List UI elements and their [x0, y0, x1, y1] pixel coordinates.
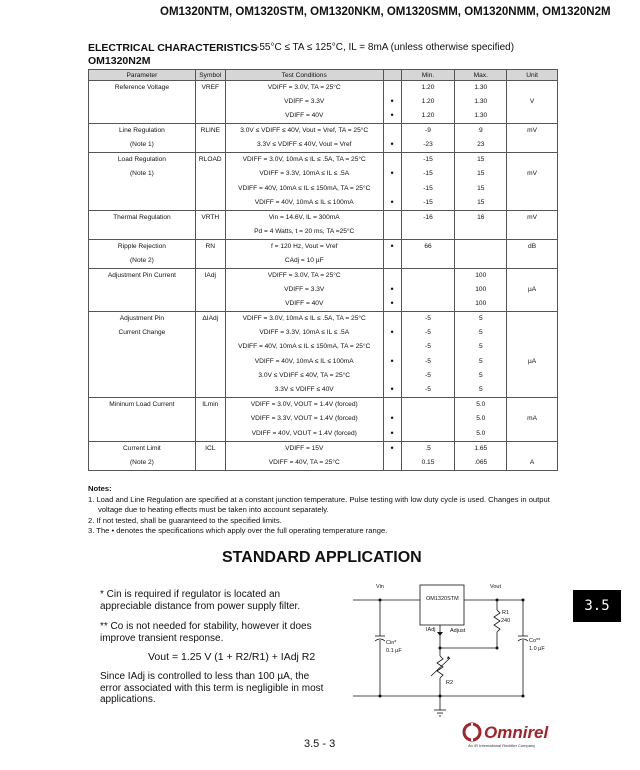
symbol-cell: ΔIAdj — [195, 312, 225, 327]
symbol-cell — [195, 138, 225, 153]
bullet-cell: • — [383, 427, 401, 442]
param-cell — [89, 412, 196, 426]
min-cell — [401, 427, 455, 442]
min-cell: -15 — [401, 167, 455, 181]
table-row — [89, 210, 558, 225]
condition-cell: Pd = 4 Watts, t = 20 ms, TA =25°C — [225, 225, 383, 240]
bullet-cell: • — [383, 109, 401, 124]
table-row — [89, 138, 558, 153]
symbol-cell — [195, 383, 225, 398]
param-cell: Reference Voltage — [89, 81, 196, 96]
symbol-cell — [195, 340, 225, 354]
param-cell: Load Regulation — [89, 153, 196, 168]
condition-cell: VDIFF = 3.3V, 10mA ≤ IL ≤ .5A — [225, 167, 383, 181]
condition-cell: VDIFF = 3.3V — [225, 283, 383, 297]
symbol-cell — [195, 225, 225, 240]
max-cell: 1.30 — [455, 81, 507, 96]
max-cell: 5 — [455, 340, 507, 354]
min-cell — [401, 225, 455, 240]
bullet-cell — [383, 182, 401, 196]
unit-cell — [507, 182, 558, 196]
table-row — [89, 225, 558, 240]
max-cell: 23 — [455, 138, 507, 153]
col-header-unit: Unit — [507, 70, 558, 81]
min-cell — [401, 412, 455, 426]
param-cell: Current Change — [89, 326, 196, 340]
page-header-title: OM1320NTM, OM1320STM, OM1320NKM, OM1320SMM, OM1320NMM, OM1320N2M — [160, 6, 611, 18]
unit-cell — [507, 312, 558, 327]
footnote-iadj: Since IAdj is controlled to less than 100 µA, the error associated with this term is negligible in most applications. — [100, 671, 324, 705]
min-cell: -5 — [401, 340, 455, 354]
param-cell: Adjustment Pin — [89, 312, 196, 327]
unit-cell: A — [507, 456, 558, 471]
table-row — [89, 239, 558, 254]
notes-title: Notes: — [88, 484, 112, 493]
param-cell: Mininum Load Current — [89, 398, 196, 413]
min-cell: -5 — [401, 326, 455, 340]
ec-label-line2: OM1320N2M — [88, 55, 151, 67]
bullet-cell — [383, 456, 401, 471]
table-row — [89, 109, 558, 124]
param-cell: (Note 2) — [89, 254, 196, 269]
param-cell: Line Regulation — [89, 124, 196, 139]
max-cell: 1.65 — [455, 441, 507, 456]
table-row — [89, 283, 558, 297]
unit-cell — [507, 254, 558, 269]
param-cell — [89, 355, 196, 369]
r1-value: 240 — [501, 618, 511, 624]
condition-cell: VDIFF = 3.3V, VOUT = 1.4V (forced) — [225, 412, 383, 426]
min-cell: -16 — [401, 210, 455, 225]
max-cell: 16 — [455, 210, 507, 225]
bullet-cell — [383, 254, 401, 269]
condition-cell: 3.3V ≤ VDIFF ≤ 40V, Vout = Vref — [225, 138, 383, 153]
min-cell: -5 — [401, 369, 455, 383]
bullet-cell — [383, 268, 401, 283]
table-row — [89, 427, 558, 442]
table-row — [89, 398, 558, 413]
param-cell: Thermal Regulation — [89, 210, 196, 225]
r2-label: R2 — [446, 680, 454, 686]
bullet-cell — [383, 81, 401, 96]
min-cell: -23 — [401, 138, 455, 153]
param-cell: Current Limit — [89, 441, 196, 456]
condition-cell: VDIFF = 3.3V — [225, 95, 383, 109]
max-cell: 100 — [455, 283, 507, 297]
table-row — [89, 312, 558, 327]
table-row — [89, 326, 558, 340]
symbol-cell: IAdj — [195, 268, 225, 283]
unit-cell — [507, 81, 558, 96]
symbol-cell — [195, 196, 225, 211]
r1-label: R1 — [502, 610, 510, 616]
bullet-cell — [383, 398, 401, 413]
bullet-cell: • — [383, 355, 401, 369]
table-row — [89, 81, 558, 96]
table-row — [89, 456, 558, 471]
symbol-cell — [195, 456, 225, 471]
condition-cell: 3.0V ≤ VDIFF ≤ 40V, Vout = Vref, TA = 25°C — [225, 124, 383, 139]
page-number: 3.5 - 3 — [304, 738, 336, 750]
unit-cell — [507, 297, 558, 312]
condition-cell: VDIFF = 3.0V, 10mA ≤ IL ≤ .5A, TA = 25°C — [225, 312, 383, 327]
param-cell — [89, 383, 196, 398]
vin-label: Vin — [376, 584, 384, 590]
max-cell — [455, 225, 507, 240]
min-cell — [401, 254, 455, 269]
bullet-cell: • — [383, 167, 401, 181]
col-header-test-conditions: Test Conditions — [225, 70, 383, 81]
unit-cell — [507, 196, 558, 211]
chip-label: OM1320STM — [426, 596, 459, 602]
max-cell: 5 — [455, 326, 507, 340]
table-row — [89, 95, 558, 109]
min-cell: 66 — [401, 239, 455, 254]
bullet-cell: • — [383, 138, 401, 153]
bullet-cell — [383, 312, 401, 327]
unit-cell — [507, 441, 558, 456]
cin-value: 0.1 µF — [386, 648, 402, 654]
min-cell: .5 — [401, 441, 455, 456]
max-cell: 5 — [455, 383, 507, 398]
max-cell: 15 — [455, 167, 507, 181]
bullet-cell: • — [383, 383, 401, 398]
electrical-characteristics-label — [88, 42, 258, 68]
max-cell: .065 — [455, 456, 507, 471]
min-cell: 1.20 — [401, 81, 455, 96]
ec-conditions: -55°C ≤ TA ≤ 125°C, IL = 8mA (unless otherwise specified) — [256, 42, 515, 53]
bullet-cell: • — [383, 239, 401, 254]
min-cell: -5 — [401, 355, 455, 369]
co-label: Co** — [529, 638, 541, 644]
unit-cell: mA — [507, 412, 558, 426]
table-row — [89, 441, 558, 456]
condition-cell: VDIFF = 3.3V, 10mA ≤ IL ≤ .5A — [225, 326, 383, 340]
param-cell: (Note 1) — [89, 167, 196, 181]
col-header-max: Max. — [455, 70, 507, 81]
symbol-cell: VRTH — [195, 210, 225, 225]
symbol-cell — [195, 283, 225, 297]
unit-cell — [507, 138, 558, 153]
symbol-cell: ICL — [195, 441, 225, 456]
unit-cell: µA — [507, 355, 558, 369]
symbol-cell: RLOAD — [195, 153, 225, 168]
table-row — [89, 182, 558, 196]
ec-label-line1: ELECTRICAL CHARACTERISTICS — [88, 42, 258, 54]
max-cell: 15 — [455, 153, 507, 168]
vout-label: Vout — [490, 584, 502, 590]
iadj-label: IAdj — [426, 627, 436, 633]
condition-cell: VDIFF = 40V, 10mA ≤ IL ≤ 150mA, TA = 25°C — [225, 182, 383, 196]
condition-cell: Vin = 14.6V, IL = 300mA — [225, 210, 383, 225]
standard-application-title: STANDARD APPLICATION — [222, 549, 422, 566]
max-cell: 5.0 — [455, 412, 507, 426]
omnirel-logo-icon — [462, 722, 482, 742]
col-header-parameter: Parameter — [89, 70, 196, 81]
min-cell: -5 — [401, 383, 455, 398]
vout-formula: Vout = 1.25 V (1 + R2/R1) + IAdj R2 — [148, 651, 316, 663]
condition-cell: CAdj = 10 µF — [225, 254, 383, 269]
note-1: 1. Load and Line Regulation are specified at a constant junction temperature. Pulse testing with low duty cycle is used. Changes in output voltage due to heating effects must be taken into account separately. — [88, 494, 550, 514]
bullet-cell — [383, 124, 401, 139]
symbol-cell — [195, 412, 225, 426]
max-cell: 15 — [455, 182, 507, 196]
min-cell — [401, 398, 455, 413]
table-row — [89, 167, 558, 181]
unit-cell — [507, 383, 558, 398]
omnirel-logo-subtitle: An IR International Rectifier Company — [468, 743, 536, 748]
param-cell — [89, 297, 196, 312]
param-cell — [89, 95, 196, 109]
omnirel-logo-text: Omnirel — [484, 723, 549, 742]
min-cell: 1.20 — [401, 95, 455, 109]
table-row — [89, 297, 558, 312]
max-cell: 9 — [455, 124, 507, 139]
note-2: 2. If not tested, shall be guaranteed to the specified limits. — [88, 515, 282, 525]
param-cell — [89, 340, 196, 354]
max-cell: 5.0 — [455, 398, 507, 413]
bullet-cell: • — [383, 95, 401, 109]
bullet-cell: • — [383, 326, 401, 340]
unit-cell — [507, 369, 558, 383]
max-cell: 1.30 — [455, 95, 507, 109]
unit-cell — [507, 340, 558, 354]
col-header-symbol: Symbol — [195, 70, 225, 81]
bullet-cell — [383, 210, 401, 225]
symbol-cell — [195, 182, 225, 196]
unit-cell — [507, 326, 558, 340]
max-cell: 15 — [455, 196, 507, 211]
max-cell: 100 — [455, 297, 507, 312]
bullet-cell — [383, 153, 401, 168]
max-cell: 5 — [455, 355, 507, 369]
symbol-cell: VREF — [195, 81, 225, 96]
co-value: 1.0 µF — [529, 646, 545, 652]
bullet-cell: • — [383, 441, 401, 456]
table-header-row — [89, 70, 558, 81]
min-cell: -5 — [401, 312, 455, 327]
symbol-cell: RLINE — [195, 124, 225, 139]
unit-cell — [507, 398, 558, 413]
bullet-cell: • — [383, 412, 401, 426]
max-cell: 5 — [455, 369, 507, 383]
unit-cell — [507, 153, 558, 168]
col-header-min: Min. — [401, 70, 455, 81]
condition-cell: VDIFF = 40V, VOUT = 1.4V (forced) — [225, 427, 383, 442]
max-cell: 5.0 — [455, 427, 507, 442]
table-row — [89, 254, 558, 269]
condition-cell: f = 120 Hz, Vout = Vref — [225, 239, 383, 254]
min-cell: -15 — [401, 182, 455, 196]
unit-cell — [507, 427, 558, 442]
min-cell: -9 — [401, 124, 455, 139]
param-cell: (Note 2) — [89, 456, 196, 471]
table-row — [89, 268, 558, 283]
section-tab: 3.5 — [573, 590, 621, 622]
condition-cell: VDIFF = 40V, 10mA ≤ IL ≤ 150mA, TA = 25°C — [225, 340, 383, 354]
max-cell — [455, 239, 507, 254]
condition-cell: VDIFF = 3.0V, 10mA ≤ IL ≤ .5A, TA = 25°C — [225, 153, 383, 168]
symbol-cell — [195, 109, 225, 124]
table-row — [89, 340, 558, 354]
param-cell — [89, 109, 196, 124]
footnote-co: ** Co is not needed for stability, however it does improve transient response. — [100, 621, 312, 644]
param-cell: (Note 1) — [89, 138, 196, 153]
min-cell: 0.15 — [401, 456, 455, 471]
table-row — [89, 124, 558, 139]
col-header-bullet — [383, 70, 401, 81]
max-cell: 5 — [455, 312, 507, 327]
min-cell — [401, 268, 455, 283]
bullet-cell — [383, 369, 401, 383]
spec-table — [88, 69, 558, 471]
max-cell — [455, 254, 507, 269]
bullet-cell — [383, 225, 401, 240]
cin-label: Cin* — [386, 640, 397, 646]
note-3: 3. The • denotes the specifications which apply over the full operating temperature range. — [88, 526, 388, 535]
table-row — [89, 153, 558, 168]
condition-cell: VDIFF = 3.0V, TA = 25°C — [225, 268, 383, 283]
bullet-cell: • — [383, 297, 401, 312]
symbol-cell — [195, 297, 225, 312]
bullet-cell: • — [383, 283, 401, 297]
bullet-cell: • — [383, 196, 401, 211]
table-row — [89, 196, 558, 211]
condition-cell: VDIFF = 40V — [225, 109, 383, 124]
param-cell — [89, 182, 196, 196]
min-cell — [401, 283, 455, 297]
notes-section — [88, 484, 558, 537]
condition-cell: VDIFF = 40V, TA = 25°C — [225, 456, 383, 471]
unit-cell — [507, 268, 558, 283]
max-cell: 1.30 — [455, 109, 507, 124]
condition-cell: VDIFF = 3.0V, VOUT = 1.4V (forced) — [225, 398, 383, 413]
condition-cell: VDIFF = 15V — [225, 441, 383, 456]
condition-cell: VDIFF = 3.0V, TA = 25°C — [225, 81, 383, 96]
min-cell — [401, 297, 455, 312]
table-row — [89, 369, 558, 383]
param-cell — [89, 225, 196, 240]
param-cell — [89, 369, 196, 383]
table-row — [89, 355, 558, 369]
footnote-cin: * Cin is required if regulator is located an appreciable distance from power supply filter. — [100, 589, 301, 612]
unit-cell: dB — [507, 239, 558, 254]
symbol-cell — [195, 95, 225, 109]
symbol-cell — [195, 326, 225, 340]
min-cell: -15 — [401, 153, 455, 168]
table-row — [89, 412, 558, 426]
bullet-cell — [383, 340, 401, 354]
symbol-cell: ILmin — [195, 398, 225, 413]
symbol-cell — [195, 167, 225, 181]
standard-application-circuit — [340, 570, 565, 720]
symbol-cell — [195, 427, 225, 442]
symbol-cell — [195, 254, 225, 269]
unit-cell: µA — [507, 283, 558, 297]
unit-cell: mV — [507, 167, 558, 181]
condition-cell: VDIFF = 40V, 10mA ≤ IL ≤ 100mA — [225, 355, 383, 369]
adjust-label: Adjust — [450, 628, 466, 634]
min-cell: -15 — [401, 196, 455, 211]
param-cell: Adjustment Pin Current — [89, 268, 196, 283]
param-cell — [89, 283, 196, 297]
condition-cell: 3.0V ≤ VDIFF ≤ 40V, TA = 25°C — [225, 369, 383, 383]
unit-cell — [507, 225, 558, 240]
unit-cell — [507, 109, 558, 124]
min-cell: 1.20 — [401, 109, 455, 124]
unit-cell: mV — [507, 124, 558, 139]
param-cell — [89, 196, 196, 211]
symbol-cell: RN — [195, 239, 225, 254]
symbol-cell — [195, 369, 225, 383]
symbol-cell — [195, 355, 225, 369]
max-cell: 100 — [455, 268, 507, 283]
condition-cell: VDIFF = 40V, 10mA ≤ IL ≤ 100mA — [225, 196, 383, 211]
condition-cell: VDIFF = 40V — [225, 297, 383, 312]
unit-cell: mV — [507, 210, 558, 225]
param-cell: Ripple Rejection — [89, 239, 196, 254]
unit-cell: V — [507, 95, 558, 109]
param-cell — [89, 427, 196, 442]
table-row — [89, 383, 558, 398]
condition-cell: 3.3V ≤ VDIFF ≤ 40V — [225, 383, 383, 398]
